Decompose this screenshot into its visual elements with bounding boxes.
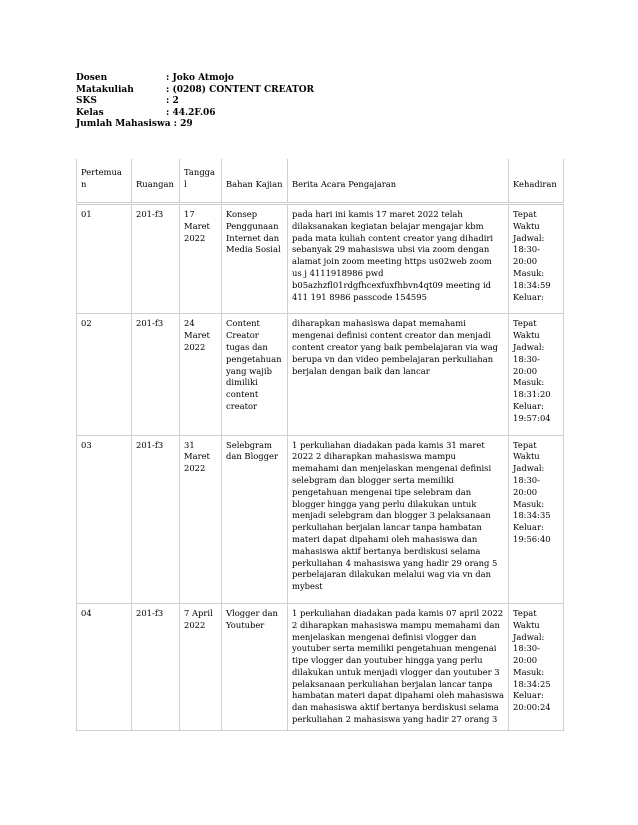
cell-bahan: Konsep Penggunaan Internet dan Media Sosial [222, 204, 288, 314]
header-row-dosen [76, 73, 376, 85]
header-row-matakuliah [76, 85, 376, 97]
attendance-table [76, 159, 564, 731]
cell-tanggal: 17 Maret 2022 [180, 204, 222, 314]
cell-kehadiran: Tepat Waktu Jadwal: 18:30-20:00 Masuk: 18:34:59 Keluar: [509, 204, 564, 314]
table-row [77, 603, 564, 730]
cell-pertemuan: 03 [77, 435, 132, 603]
header-row-jumlah [76, 119, 376, 131]
cell-ruangan: 201-f3 [132, 435, 180, 603]
header-value: : 2 [166, 96, 179, 107]
header-label: Kelas [76, 107, 104, 118]
table-row [77, 435, 564, 603]
cell-kehadiran: Tepat Waktu Jadwal: 18:30-20:00 Masuk: 18:34:25 Keluar: 20:00:24 [509, 603, 564, 730]
cell-berita: diharapkan mahasiswa dapat memahami mengenai definisi content creator dan menjadi content creator yang baik pembelajaran via wag berupa vn dan video pembelajaran perkuliahan berjalan dengan baik dan lancar [288, 314, 509, 435]
cell-pertemuan: 04 [77, 603, 132, 730]
table-row [77, 314, 564, 435]
col-header-berita: Berita Acara Pengajaran [288, 159, 509, 204]
col-header-ruangan: Ruangan [132, 159, 180, 204]
cell-tanggal: 7 April 2022 [180, 603, 222, 730]
header-value: : Joko Atmojo [166, 73, 234, 83]
table-row [77, 204, 564, 314]
cell-tanggal: 31 Maret 2022 [180, 435, 222, 603]
header-row-kelas [76, 108, 376, 120]
header-label: Matakuliah [76, 84, 134, 95]
cell-bahan: Content Creator tugas dan pengetahuan yang wajib dimiliki content creator [222, 314, 288, 435]
course-info-header [76, 73, 376, 131]
cell-ruangan: 201-f3 [132, 603, 180, 730]
header-label: Jumlah Mahasiswa : 29 [76, 119, 193, 130]
cell-kehadiran: Tepat Waktu Jadwal: 18:30-20:00 Masuk: 18:31:20 Keluar: 19:57:04 [509, 314, 564, 435]
table-header-row [77, 159, 564, 204]
cell-ruangan: 201-f3 [132, 314, 180, 435]
header-value: : 44.2F.06 [166, 107, 216, 118]
cell-berita: 1 perkuliahan diadakan pada kamis 31 maret 2022 2 diharapkan mahasiswa mampu memahami dan menjelaskan mengenai definisi selebgram dan blogger serta memiliki pengetahuan mengenai tipe selebram dan blogger hingga yang perlu dilakukan untuk menjadi selebgram dan blogger 3 pelaksanaan perkuliahan berjalan lancar tanpa hambatan materi dapat dipahami oleh mahasiswa dan mahasiswa aktif bertanya berdiskusi selama perkuliahan 4 mahasiswa yang hadir 29 orang 5 perbelajaran dilakukan melalui wag via vn dan mybest [288, 435, 509, 603]
cell-ruangan: 201-f3 [132, 204, 180, 314]
cell-pertemuan: 02 [77, 314, 132, 435]
header-row-sks [76, 96, 376, 108]
cell-bahan: Selebgram dan Blogger [222, 435, 288, 603]
cell-berita: pada hari ini kamis 17 maret 2022 telah dilaksanakan kegiatan belajar mengajar kbm pada mata kuliah content creator yang dihadiri sebanyak 29 mahasiswa ubsi via zoom dengan alamat join zoom meeting https us02web zoom us j 4111918986 pwd b05azhzfl01rdgfhcexfuxfhbvn4qt09 meeting id 411 191 8986 passcode 154595 [288, 204, 509, 314]
header-label: Dosen [76, 73, 108, 83]
cell-berita: 1 perkuliahan diadakan pada kamis 07 april 2022 2 diharapkan mahasiswa mampu memahami dan menjelaskan mengenai definisi vlogger dan youtuber serta memiliki pengetahuan mengenai tipe vlogger dan youtuber hingga yang perlu dilakukan untuk menjadi vlogger dan youtuber 3 pelaksanaan perkuliahan berjalan lancar tanpa hambatan materi dapat dipahami oleh mahasiswa dan mahasiswa aktif bertanya berdiskusi selama perkuliahan 2 mahasiswa yang hadir 27 orang 3 [288, 603, 509, 730]
cell-pertemuan: 01 [77, 204, 132, 314]
header-label: SKS [76, 96, 97, 107]
cell-bahan: Vlogger dan Youtuber [222, 603, 288, 730]
col-header-tanggal: Tanggal [180, 159, 222, 204]
col-header-bahan: Bahan Kajian [222, 159, 288, 204]
header-value: : (0208) CONTENT CREATOR [166, 84, 315, 95]
cell-tanggal: 24 Maret 2022 [180, 314, 222, 435]
cell-kehadiran: Tepat Waktu Jadwal: 18:30-20:00 Masuk: 18:34:35 Keluar: 19:56:40 [509, 435, 564, 603]
col-header-pertemuan: Pertemuan [77, 159, 132, 204]
col-header-kehadiran: Kehadiran [509, 159, 564, 204]
